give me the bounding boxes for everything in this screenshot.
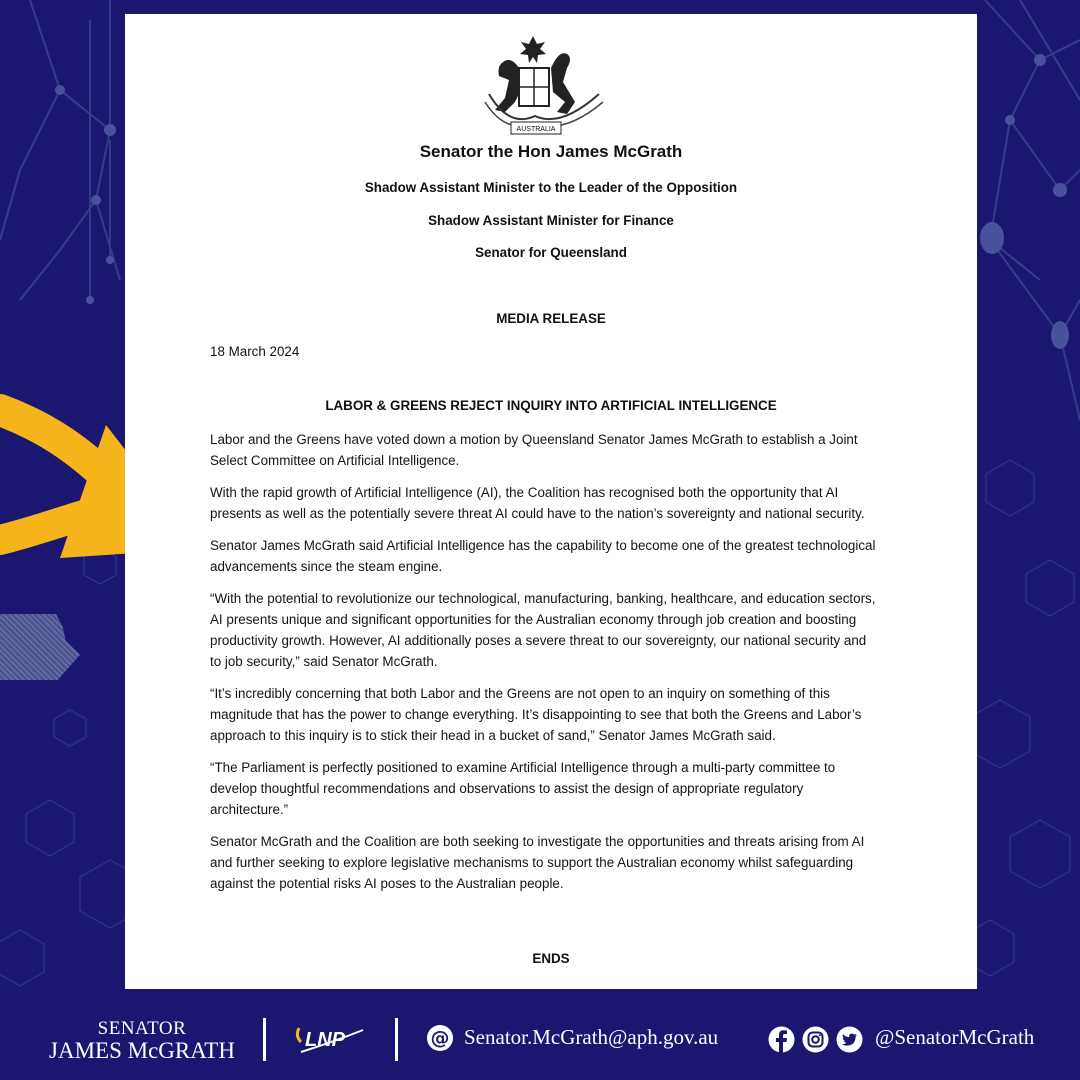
release-type: MEDIA RELEASE bbox=[496, 311, 606, 326]
senator-wordmark bbox=[40, 1018, 244, 1062]
coat-of-arms-icon bbox=[475, 32, 613, 142]
lnp-text: LNP bbox=[305, 1029, 345, 1051]
facebook-icon[interactable] bbox=[768, 1026, 795, 1053]
email-icon: @ bbox=[427, 1025, 453, 1051]
twitter-icon[interactable] bbox=[836, 1026, 863, 1053]
role-line-1: Shadow Assistant Minister to the Leader of the Opposition bbox=[364, 180, 738, 195]
paragraph: “It’s incredibly concerning that both Labor and the Greens are not open to an inquiry on something of this magnitude that has the power to change everything. It’s disappointing to see that both the Greens and Labor’s approach to this inquiry is to stick their head in a bucket of sand,” Senator James McGrath said. bbox=[210, 686, 862, 743]
paragraph: Senator McGrath and the Coalition are both seeking to investigate the opportunities and threats arising from AI and further seeking to explore legislative mechanisms to support the Australian economy whilst safeguarding against the potential risks AI poses to the Australian people. bbox=[210, 834, 865, 891]
paragraph: Labor and the Greens have voted down a motion by Queensland Senator James McGrath to establish a Joint Select Committee on Artificial Intelligence. bbox=[210, 432, 858, 468]
social-handle[interactable]: @SenatorMcGrath bbox=[875, 1025, 1035, 1049]
senator-title: Senator the Hon James McGrath bbox=[419, 142, 683, 161]
release-date: 18 March 2024 bbox=[210, 344, 300, 359]
senator-label: SENATOR bbox=[97, 1018, 187, 1039]
email-link[interactable]: Senator.McGrath@aph.gov.au bbox=[464, 1025, 719, 1049]
footer-bar bbox=[0, 1000, 1080, 1080]
crest-motto: AUSTRALIA bbox=[516, 126, 556, 133]
headline: LABOR & GREENS REJECT INQUIRY INTO ARTIFICIAL INTELLIGENCE bbox=[325, 398, 777, 413]
senator-name: JAMES McGRATH bbox=[49, 1038, 235, 1063]
divider bbox=[263, 1018, 266, 1061]
ends-marker: ENDS bbox=[532, 951, 570, 966]
paragraph: “With the potential to revolutionize our technological, manufacturing, banking, healthcare, and education sectors, AI presents unique and significant opportunities for the Australian economy through job creation and boosting productivity growth. However, AI additionally poses a severe threat to our sovereignty, our national security and to job security,” said Senator McGrath. bbox=[210, 591, 876, 669]
media-release-document bbox=[125, 14, 977, 989]
role-line-3: Senator for Queensland bbox=[475, 245, 627, 260]
lnp-logo-icon bbox=[293, 1022, 367, 1056]
release-body bbox=[210, 429, 880, 905]
paragraph: “The Parliament is perfectly positioned to examine Artificial Intelligence through a multi-party committee to develop thoughtful recommendations and observations to assist the design of appropriate regulatory architecture.” bbox=[210, 760, 836, 817]
paragraph: Senator James McGrath said Artificial Intelligence has the capability to become one of the greatest technological advancements since the steam engine. bbox=[210, 538, 876, 574]
divider bbox=[395, 1018, 398, 1061]
role-line-2: Shadow Assistant Minister for Finance bbox=[428, 213, 674, 228]
paragraph: With the rapid growth of Artificial Intelligence (AI), the Coalition has recognised both the opportunity that AI presents as well as the potentially severe threat AI could have to the nation’s sovereignty and national security. bbox=[210, 485, 865, 521]
instagram-icon[interactable] bbox=[802, 1026, 829, 1053]
